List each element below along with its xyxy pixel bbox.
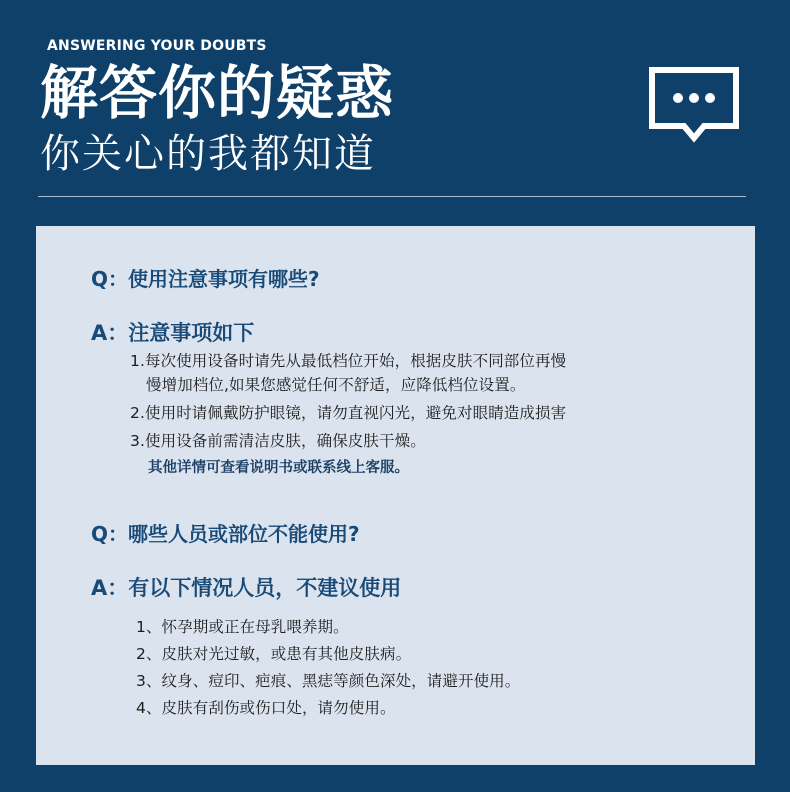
faq-answer-1-line-3: 2.使用时请佩戴防护眼镜，请勿直视闪光，避免对眼睛造成损害 — [130, 404, 567, 422]
header-divider — [38, 196, 746, 197]
faq-question-2: Q：哪些人员或部位不能使用? — [91, 522, 360, 546]
faq-answer-1-line-1: 1.每次使用设备时请先从最低档位开始，根据皮肤不同部位再慢 — [130, 352, 567, 370]
faq-card — [36, 226, 755, 765]
chat-bubble-icon — [648, 66, 740, 144]
faq-answer-2-line-3: 3、纹身、痘印、疤痕、黑痣等颜色深处，请避开使用。 — [136, 672, 521, 690]
page-title: 解答你的疑惑 — [40, 59, 395, 127]
faq-answer-1-line-4: 3.使用设备前需清洁皮肤，确保皮肤干燥。 — [130, 432, 426, 450]
faq-question-1: Q：使用注意事项有哪些? — [91, 267, 320, 291]
faq-answer-2-line-4: 4、皮肤有刮伤或伤口处，请勿使用。 — [136, 699, 396, 717]
page-subtitle: 你关心的我都知道 — [40, 131, 376, 177]
faq-answer-1: A：注意事项如下 — [91, 321, 255, 345]
eyebrow-text: ANSWERING YOUR DOUBTS — [47, 38, 267, 54]
faq-answer-2: A：有以下情况人员，不建议使用 — [91, 576, 402, 600]
faq-answer-2-line-1: 1、怀孕期或正在母乳喂养期。 — [136, 618, 349, 636]
faq-answer-1-line-2: 慢增加档位,如果您感觉任何不舒适，应降低档位设置。 — [146, 376, 526, 394]
faq-answer-1-note: 其他详情可查看说明书或联系线上客服。 — [148, 460, 409, 476]
faq-answer-2-line-2: 2、皮肤对光过敏，或患有其他皮肤病。 — [136, 645, 412, 663]
